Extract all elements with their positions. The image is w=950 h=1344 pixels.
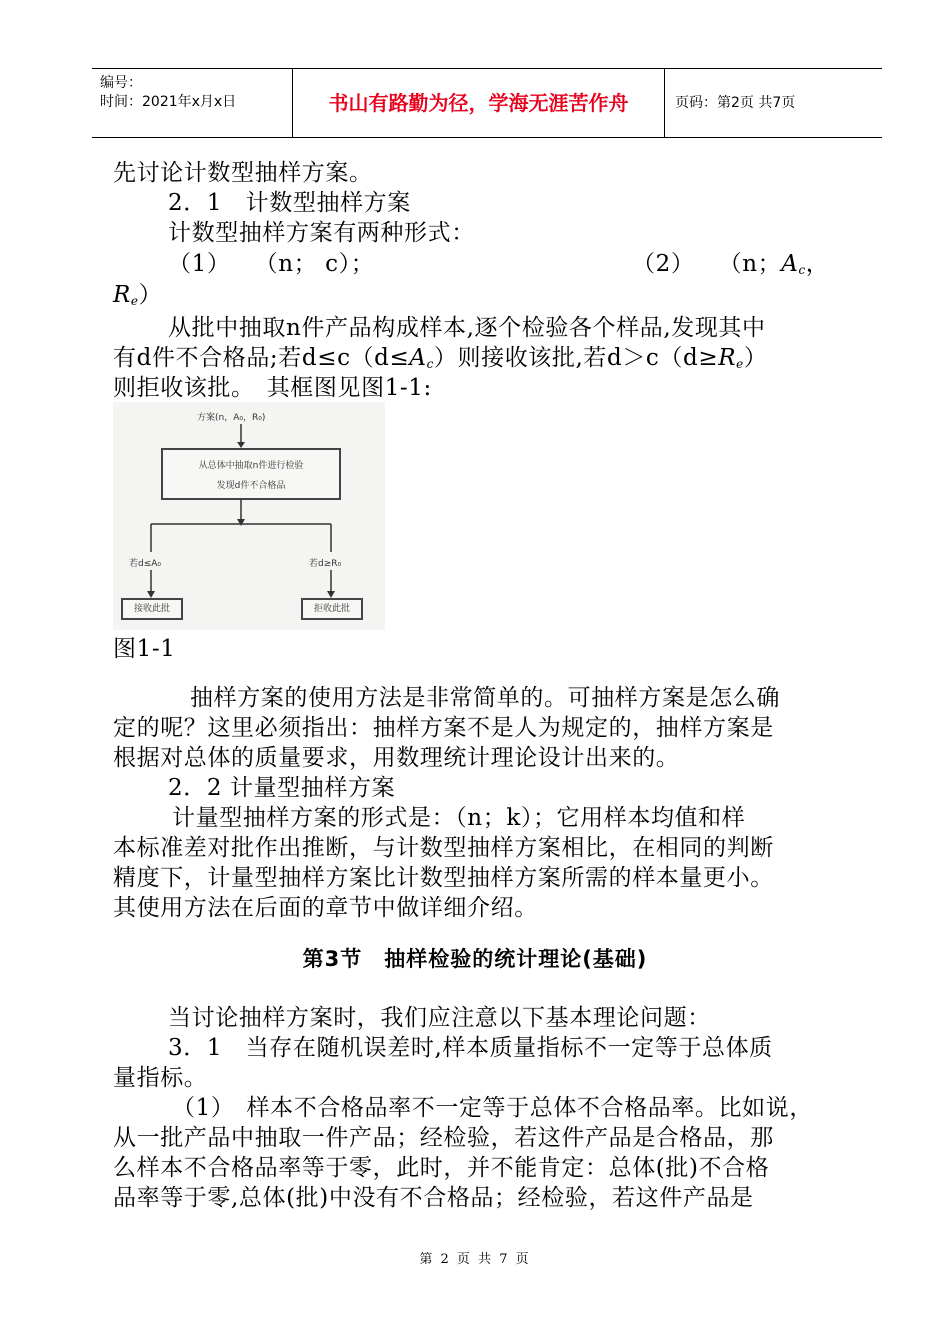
header-meta (92, 69, 292, 137)
subsection-title: 2．1 计数型抽样方案 (168, 190, 411, 216)
figure-caption: 图1-1 (113, 636, 176, 662)
math-A-c: $A_c$ (409, 345, 434, 371)
body-line: 本标准差对批作出推断，与计数型抽样方案相比，在相同的判断 (113, 835, 774, 861)
flowchart-right-condition: 若d≥R₀ (309, 559, 342, 569)
math-R-e: $R_e$ (718, 345, 744, 371)
flowchart-figure (113, 402, 385, 630)
flowchart-left-condition: 若d≤A₀ (129, 559, 162, 569)
header-motto: 书山有路勤为径，学海无涯苦作舟 (292, 69, 665, 137)
body-line: 先讨论计数型抽样方案。 (113, 160, 373, 186)
formula-text: （2） （n； (632, 251, 782, 277)
subsection-title: 2．2 计量型抽样方案 (168, 775, 396, 801)
body-line: 有d件不合格品;若$d\le c(d\le A_c)$则接收该批,若$d>c(d\ge R_e)$ (113, 345, 768, 371)
body-line: 抽样方案的使用方法是非常简单的。可抽样方案是怎么确 (190, 685, 780, 711)
body-line: （2） （n；$A_c$， (632, 251, 830, 277)
body-line: 则拒收该批。 其框图见图1-1: (113, 375, 432, 401)
subsection-title: 3．1 当存在随机误差时,样本质量指标不一定等于总体质 (168, 1035, 773, 1061)
body-line: 计量型抽样方案的形式是：（n；k）；它用样本均值和样 (172, 805, 746, 831)
section-heading: 第3节 抽样检验的统计理论(基础) (302, 947, 648, 971)
header-page-info: 页码：第2页 共7页 (675, 95, 796, 111)
body-line: 计数型抽样方案有两种形式： (168, 220, 475, 246)
header-number: 编号： (100, 75, 142, 91)
body-line: 当讨论抽样方案时，我们应注意以下基本理论问题： (168, 1005, 711, 1031)
body-line: 从一批产品中抽取一件产品；经检验，若这件产品是合格品，那 (113, 1125, 774, 1151)
flowchart-connectors (113, 402, 385, 630)
body-line: 从批中抽取n件产品构成样本,逐个检验各个样品,发现其中 (168, 315, 766, 341)
math-R-e: $R_e$ (113, 282, 139, 308)
body-line: 根据对总体的质量要求，用数理统计理论设计出来的。 (113, 745, 680, 771)
page-header (92, 68, 882, 138)
body-line: 品率等于零,总体(批)中没有不合格品；经检验，若这件产品是 (113, 1185, 754, 1211)
page-footer: 第 2 页 共 7 页 (419, 1252, 531, 1267)
body-line: 么样本不合格品率等于零，此时，并不能肯定：总体(批)不合格 (113, 1155, 770, 1181)
body-line: （1） 样本不合格品率不一定等于总体不合格品率。比如说， (172, 1095, 813, 1121)
body-line: 其使用方法在后面的章节中做详细介绍。 (113, 895, 538, 921)
body-line: 精度下，计量型抽样方案比计数型抽样方案所需的样本量更小。 (113, 865, 774, 891)
body-line: 量指标。 (113, 1065, 208, 1091)
body-line: $R_e$） (113, 282, 163, 308)
flowchart-process-box: 从总体中抽取n件进行检验 发现d件不合格品 (161, 448, 341, 500)
header-time: 时间：2021年x月x日 (100, 94, 237, 110)
flowchart-top-label: 方案(n，A₀，R₀) (197, 413, 266, 423)
flowchart-accept-box: 接收此批 (121, 598, 183, 620)
body-line: 定的呢？这里必须指出：抽样方案不是人为规定的，抽样方案是 (113, 715, 774, 741)
body-line: （1） （n； c）； (168, 251, 375, 277)
math-A-c: $A_c$ (781, 251, 806, 277)
flowchart-reject-box: 拒收此批 (301, 598, 363, 620)
